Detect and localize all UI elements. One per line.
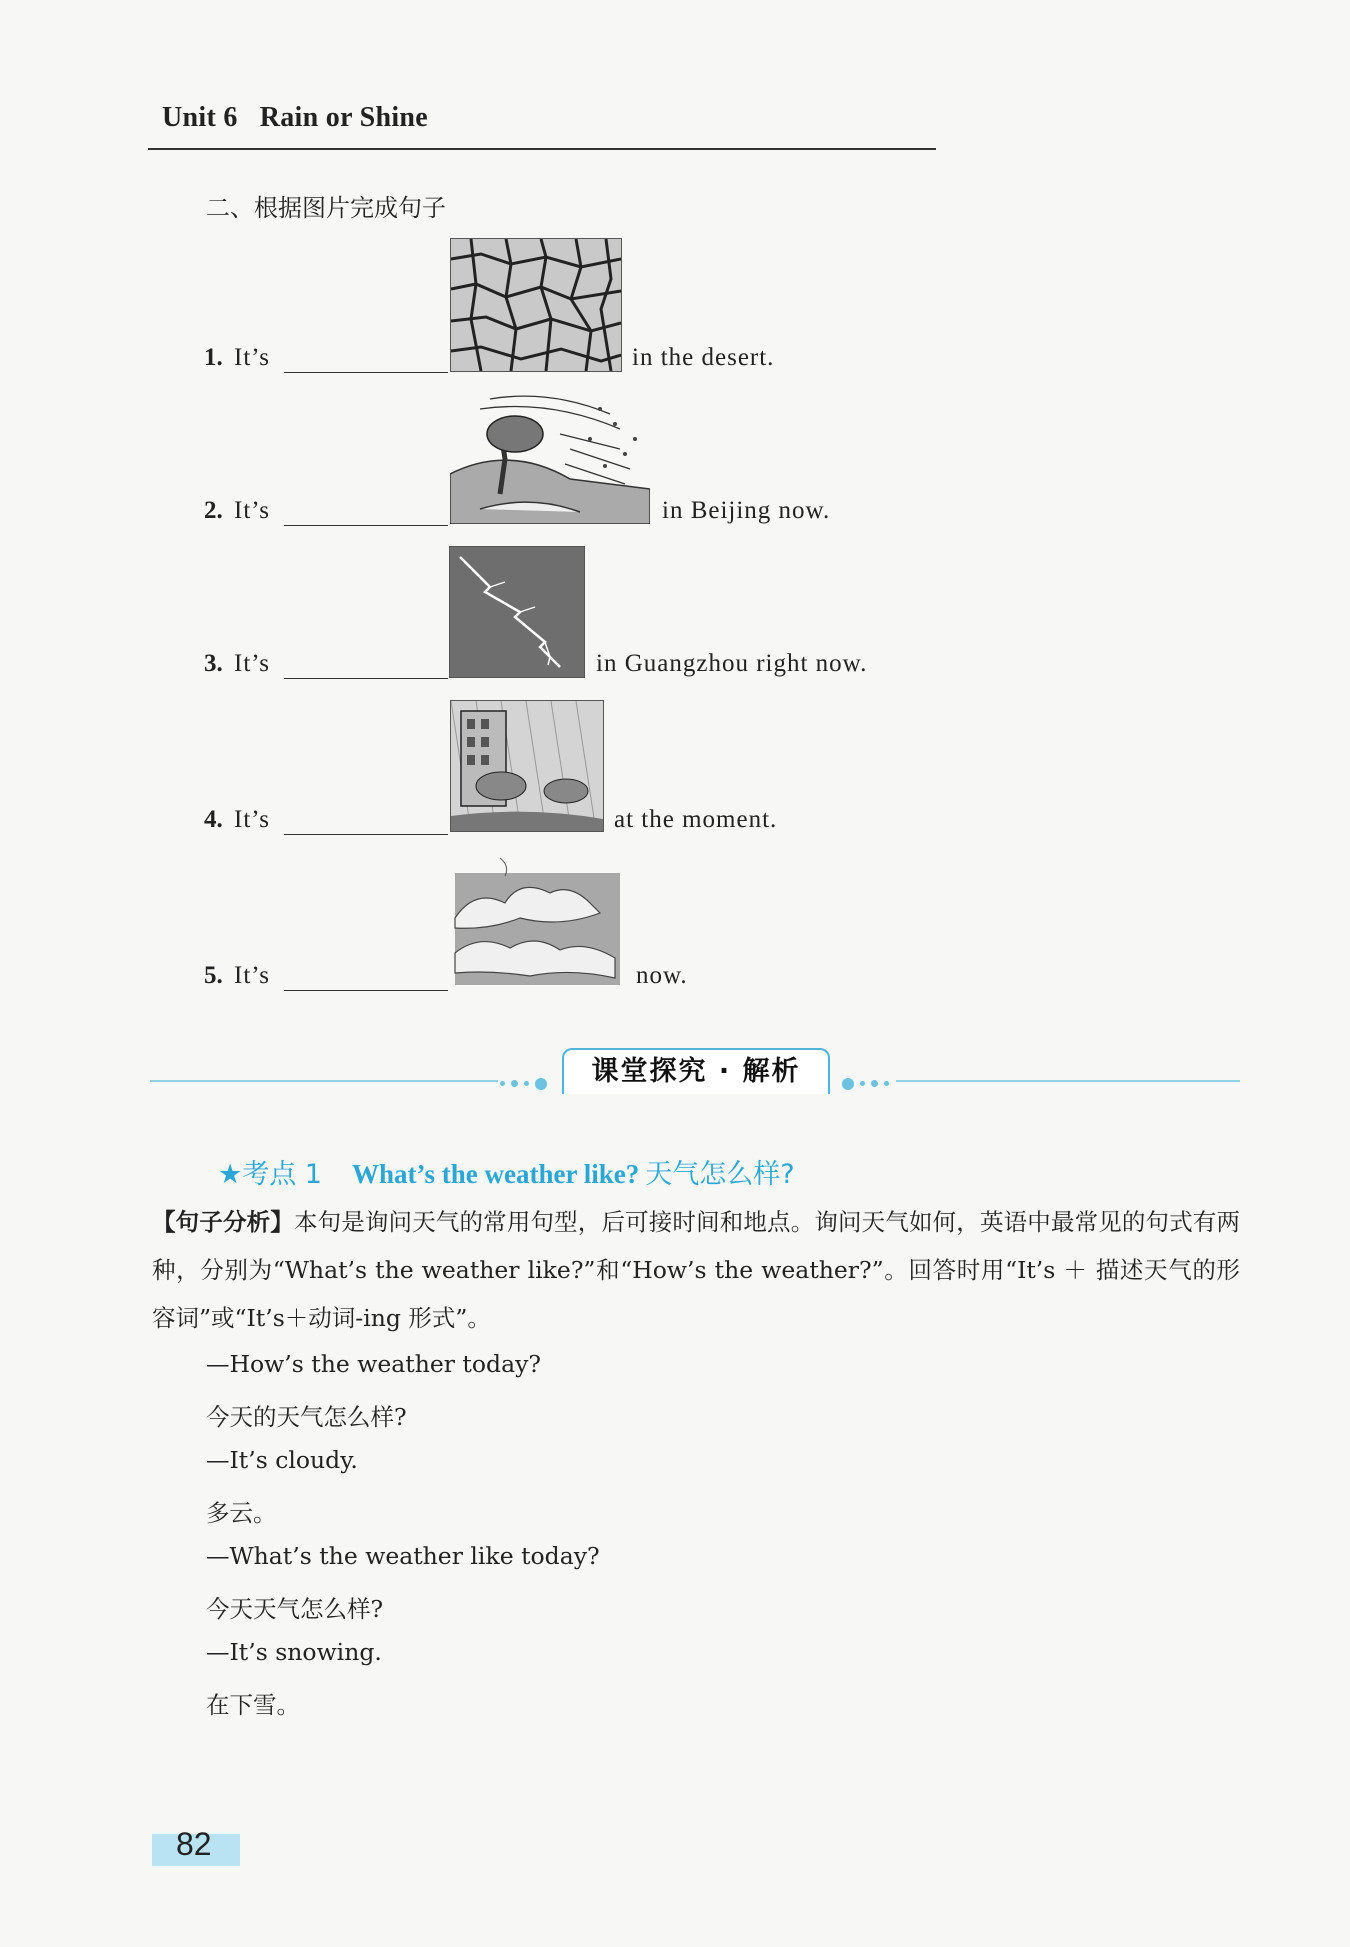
example-line: 多云。 [206, 1499, 277, 1527]
item-number: 1. [204, 344, 223, 371]
example-line: 今天的天气怎么样? [206, 1403, 407, 1431]
analysis-text: 本句是询问天气的常用句型，后可接时间和地点。询问天气如何，英语中最常见的句式有两种，分别为“What’s the weather like?”和“How’s the weather?”。回答时用“It’s ＋ 描述天气的形容词”或“It’s＋动词-ing 形式”。 [152, 1208, 1241, 1332]
section-heading: 二、根据图片完成句子 [206, 194, 446, 222]
unit-label: Unit 6 [162, 102, 238, 133]
item-suffix: now. [636, 962, 688, 989]
windy-tree-image [450, 394, 650, 524]
item-prefix: It’s [234, 497, 270, 524]
item-suffix: in Guangzhou right now. [596, 650, 868, 677]
item-number: 3. [204, 650, 223, 677]
item-prefix: It’s [234, 650, 270, 677]
unit-header [162, 102, 428, 134]
point-question-en: What’s the weather like? [351, 1159, 640, 1189]
example-line: —What’s the weather like today? [206, 1542, 600, 1570]
page-number: 82 [176, 1826, 212, 1862]
item-number: 4. [204, 806, 223, 833]
divider-line-right [896, 1080, 1240, 1082]
dry-cracked-earth-image [450, 238, 622, 372]
answer-blank[interactable] [284, 678, 448, 679]
example-line: —It’s cloudy. [206, 1446, 358, 1474]
answer-blank[interactable] [284, 525, 448, 526]
star-icon: ★ [218, 1159, 243, 1190]
rainy-building-image [450, 700, 604, 832]
divider-line-left [150, 1080, 498, 1082]
section-banner: 课堂探究 · 解析 [562, 1048, 830, 1094]
answer-blank[interactable] [284, 990, 448, 991]
example-line: —It’s snowing. [206, 1638, 382, 1666]
item-number: 5. [204, 962, 223, 989]
sentence-analysis [152, 1198, 1240, 1342]
answer-blank[interactable] [284, 372, 448, 373]
point-label: 考点 1 [242, 1159, 322, 1190]
unit-title: Rain or Shine [259, 102, 429, 133]
item-prefix: It’s [234, 344, 270, 371]
divider-dots-left [500, 1073, 553, 1092]
answer-blank[interactable] [284, 834, 448, 835]
example-line: —How’s the weather today? [206, 1350, 541, 1378]
item-suffix: in the desert. [632, 344, 775, 371]
divider-dots-right [842, 1073, 895, 1092]
cloudy-sky-image [450, 858, 622, 988]
point-heading [218, 1152, 795, 1191]
item-suffix: at the moment. [614, 806, 778, 833]
example-line: 在下雪。 [206, 1691, 300, 1719]
example-line: 今天天气怎么样? [206, 1595, 384, 1623]
lightning-storm-image [449, 546, 585, 678]
analysis-tag: 【句子分析】 [152, 1208, 294, 1236]
item-number: 2. [204, 497, 223, 524]
item-prefix: It’s [234, 962, 270, 989]
item-suffix: in Beijing now. [662, 497, 831, 524]
point-question-zh: 天气怎么样? [645, 1159, 795, 1190]
header-rule [148, 148, 936, 150]
item-prefix: It’s [234, 806, 270, 833]
